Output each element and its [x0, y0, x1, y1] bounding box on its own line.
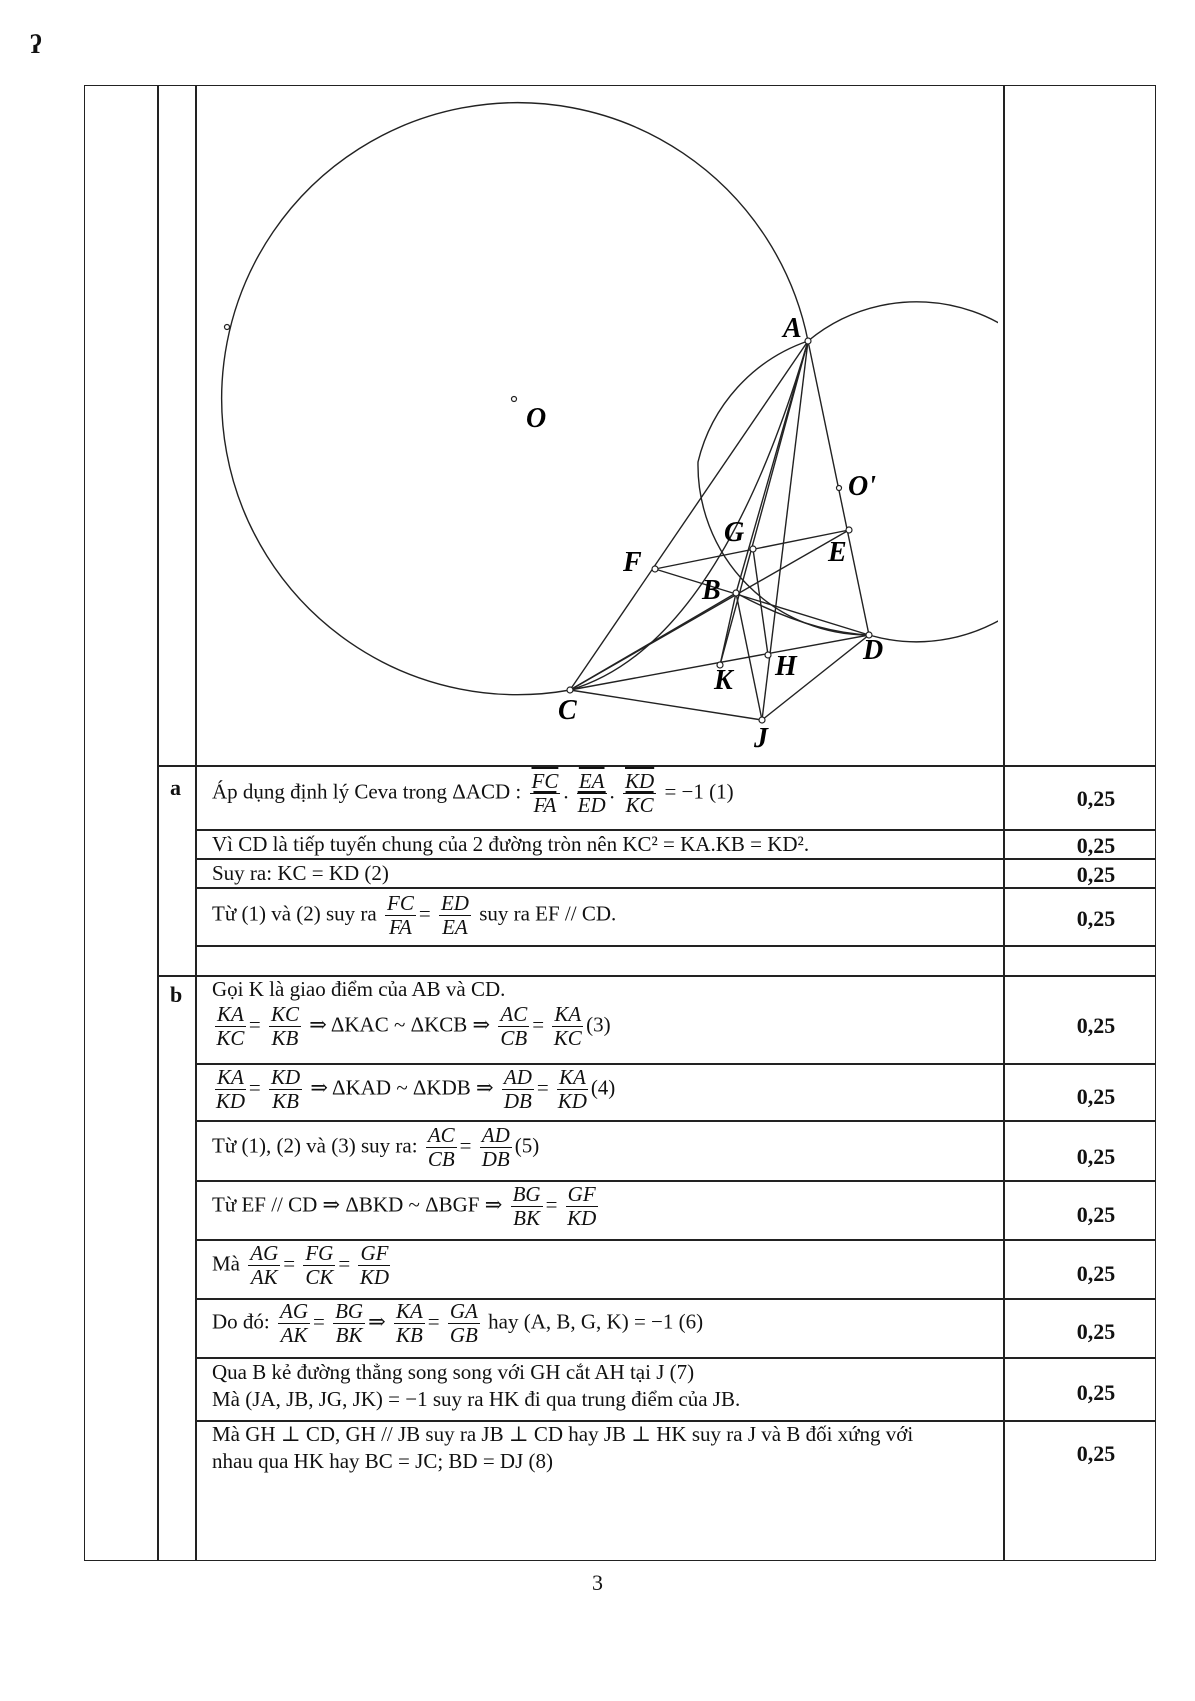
label-O-prime: O'	[848, 471, 876, 502]
label-F: F	[623, 547, 642, 578]
score: 0,25	[1076, 1013, 1116, 1038]
page-number: 3	[592, 1570, 603, 1595]
label-E: E	[828, 537, 847, 568]
row-a2: Vì CD là tiếp tuyến chung của 2 đường tròn nên KC² = KA.KB = KD².	[212, 832, 810, 856]
row-b5: Mà $\frac{AG}{AK}$ = $\frac{FG}{CK}$ = $\frac{GF}{KD}$	[212, 1241, 390, 1290]
label-G: G	[724, 517, 745, 548]
row-divider	[195, 1239, 1156, 1241]
score: 0,25	[1076, 786, 1116, 811]
row-divider	[195, 945, 1156, 947]
label-K: K	[714, 665, 733, 696]
row-a1: Áp dụng định lý Ceva trong ΔACD : $\frac{\overline{FC}}{FA}$ . $\frac{\overline{EA}}{ED}$ . $\frac{\overline{KD}}{KC}$ = −1 (1)	[212, 769, 734, 818]
score: 0,25	[1076, 1380, 1116, 1405]
geometry-figure	[198, 87, 998, 777]
label-O: O	[526, 403, 547, 434]
row-b6: Do đó: $\frac{AG}{AK}$ = $\frac{BG}{BK}$ ⇒ $\frac{KA}{KB}$ = $\frac{GA}{GB}$ hay (A, B, G, K) = −1 (6)	[212, 1299, 704, 1348]
row-b7: Qua B kẻ đường thẳng song song với GH cắt AH tại J (7) Mà (JA, JB, JG, JK) = −1 suy ra HK đi qua trung điểm của JB.	[212, 1360, 741, 1412]
label-C: C	[558, 695, 577, 726]
score: 0,25	[1076, 1202, 1116, 1227]
score: 0,25	[1076, 862, 1116, 887]
label-B: B	[702, 575, 721, 606]
row-b4: Từ EF // CD ⇒ ΔBKD ~ ΔBGF ⇒ $\frac{BG}{BK}$ = $\frac{GF}{KD}$	[212, 1182, 597, 1231]
corner-mark: ʔ	[30, 30, 42, 59]
label-D: D	[863, 635, 884, 666]
score: 0,25	[1076, 1319, 1116, 1344]
score: 0,25	[1076, 1261, 1116, 1286]
row-divider	[195, 1120, 1156, 1122]
col-divider	[195, 85, 197, 1561]
row-b2: $\frac{KA}{KD}$ = $\frac{KD}{KB}$ ⇒ ΔKAD ~ ΔKDB ⇒ $\frac{AD}{DB}$ = $\frac{KA}{KD}$ (4)	[215, 1065, 616, 1114]
row-a4: Từ (1) và (2) suy ra $\frac{FC}{FA}$ = $\frac{ED}{EA}$ suy ra EF // CD.	[212, 891, 617, 940]
row-divider	[195, 1180, 1156, 1182]
row-b3: Từ (1), (2) và (3) suy ra: $\frac{AC}{CB}$ = $\frac{AD}{DB}$ (5)	[212, 1123, 540, 1172]
row-divider	[157, 765, 1156, 767]
score: 0,25	[1076, 1144, 1116, 1169]
score: 0,25	[1076, 833, 1116, 858]
row-b1: Gọi K là giao điểm của AB và CD. $\frac{KA}{KC}$ = $\frac{KC}{KB}$ ⇒ ΔKAC ~ ΔKCB ⇒ $\frac{AC}{CB}$ = $\frac{KA}{KC}$ (3)	[212, 977, 611, 1051]
label-A: A	[783, 313, 802, 344]
label-J: J	[754, 723, 768, 754]
score: 0,25	[1076, 906, 1116, 931]
part-b-label: b	[170, 982, 183, 1007]
row-divider	[195, 1063, 1156, 1065]
score: 0,25	[1076, 1441, 1116, 1466]
row-a3: Suy ra: KC = KD (2)	[212, 861, 389, 885]
label-H: H	[775, 651, 797, 682]
score: 0,25	[1076, 1084, 1116, 1109]
row-b8: Mà GH ⊥ CD, GH // JB suy ra JB ⊥ CD hay JB ⊥ HK suy ra J và B đối xứng với nhau qua HK hay BC = JC; BD = DJ (8)	[212, 1422, 914, 1474]
col-divider	[157, 85, 159, 1561]
part-a-label: a	[170, 775, 181, 800]
